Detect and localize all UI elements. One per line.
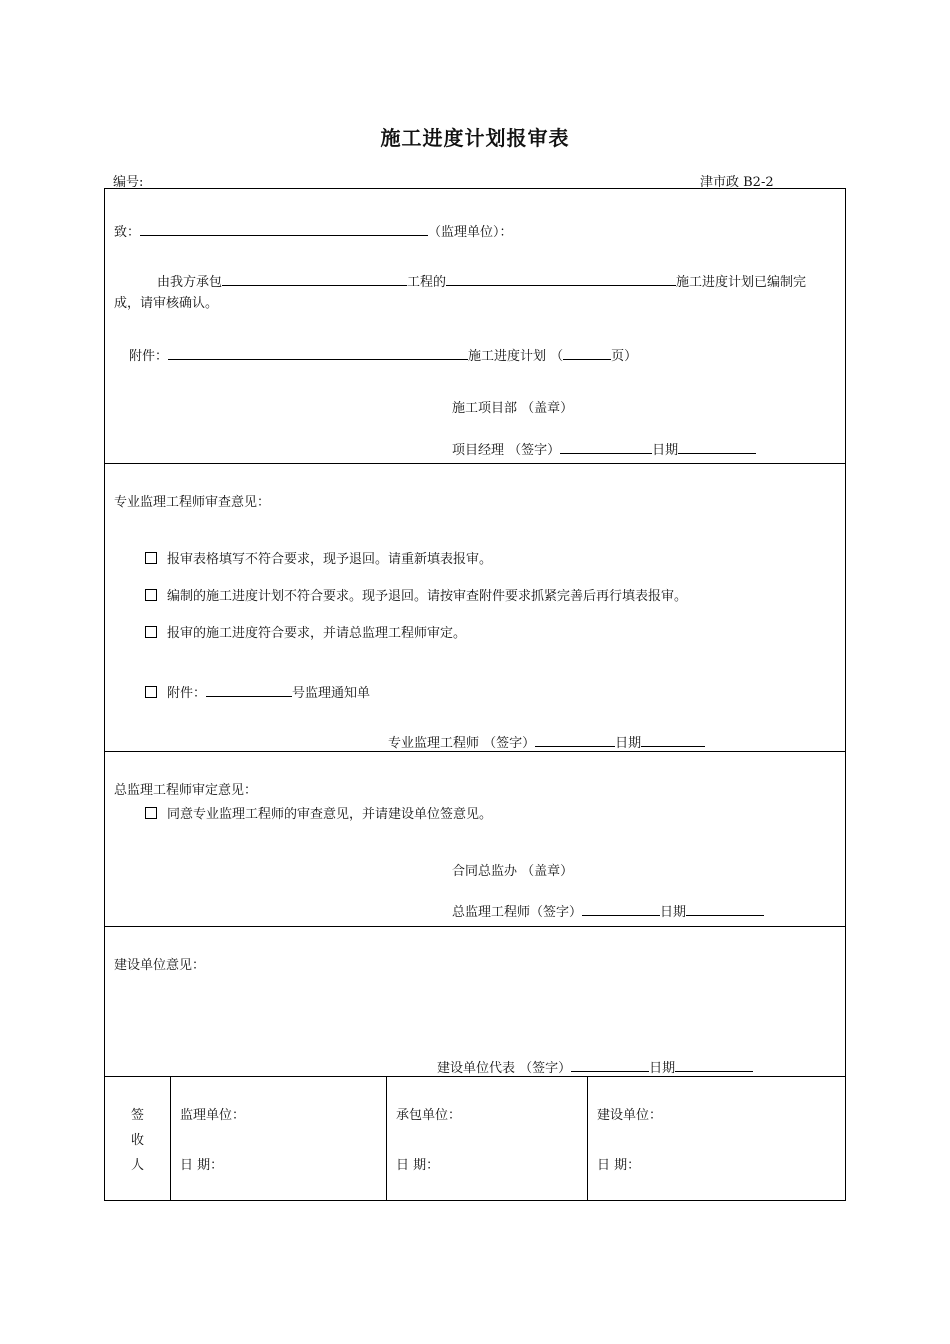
engineer-review-section: [105, 463, 845, 752]
review-option-3: [145, 626, 466, 642]
attachment-prefix: 附件：: [167, 686, 207, 701]
date-label: 日期: [649, 1061, 676, 1076]
engineer-date-field[interactable]: [641, 732, 705, 747]
review-option-1: [145, 552, 492, 568]
construction-dept-seal: 施工项目部 （盖章）: [452, 401, 574, 416]
supervisor-date-label: 日 期：: [180, 1158, 224, 1173]
review-option-text: 编制的施工进度计划不符合要求。现予退回。请按审查附件要求抓紧完善后再行填表报审。: [167, 589, 688, 604]
chief-signature-field[interactable]: [582, 901, 660, 916]
date-label: 日期: [652, 443, 679, 458]
owner-signature-field[interactable]: [571, 1057, 649, 1072]
attachment-mid: 施工进度计划 （: [468, 349, 564, 364]
owner-label: 建设单位代表 （签字）: [437, 1061, 572, 1076]
chief-date-field[interactable]: [686, 901, 764, 916]
engineer-sign-line: [388, 732, 705, 752]
form-table: [104, 188, 846, 1201]
supervision-unit-field[interactable]: [140, 221, 428, 236]
serial-number-label: 编号:: [113, 175, 144, 190]
receiver-label-2: 收: [131, 1133, 145, 1148]
manager-sign-line: [452, 439, 756, 459]
form-code: 津市政 B2-2: [700, 175, 774, 190]
addressee-prefix: 致：: [114, 225, 141, 240]
chief-label: 总监理工程师（签字）: [452, 905, 583, 920]
divider: [386, 1076, 387, 1200]
page-count-field[interactable]: [563, 345, 611, 360]
divider: [170, 1076, 171, 1200]
owner-date-label: 日 期：: [597, 1158, 641, 1173]
statement-text-b: 工程的: [407, 275, 447, 290]
review-option-2: [145, 589, 687, 605]
owner-unit-label: 建设单位：: [597, 1108, 663, 1123]
project-field[interactable]: [446, 271, 676, 286]
chief-review-heading: 总监理工程师审定意见：: [114, 783, 258, 798]
addressee-suffix: （监理单位）：: [428, 225, 513, 240]
review-attachment-option: [145, 682, 370, 702]
statement-text-c: 施工进度计划已编制完: [676, 275, 807, 290]
contract-office-seal: 合同总监办 （盖章）: [452, 864, 574, 879]
owner-opinion-section: [105, 926, 845, 1077]
manager-label: 项目经理 （签字）: [452, 443, 561, 458]
chief-option: [145, 807, 492, 823]
contractor-unit-label: 承包单位：: [396, 1108, 462, 1123]
attachment-suffix: 页）: [611, 349, 638, 364]
contract-field[interactable]: [222, 271, 407, 286]
contractor-date-label: 日 期：: [396, 1158, 440, 1173]
engineer-review-heading: 专业监理工程师审查意见：: [114, 495, 271, 510]
notice-number-field[interactable]: [206, 682, 292, 697]
attachment-field[interactable]: [168, 345, 468, 360]
statement-line: [157, 271, 806, 291]
chief-review-section: [105, 751, 845, 927]
chief-sign-line: [452, 901, 764, 921]
sign-off-row: [105, 1076, 845, 1200]
date-label: 日期: [615, 736, 642, 751]
receiver-label-1: 签: [131, 1108, 145, 1123]
supervisor-unit-label: 监理单位：: [180, 1108, 246, 1123]
date-label: 日期: [660, 905, 687, 920]
engineer-label: 专业监理工程师 （签字）: [388, 736, 536, 751]
statement-text-a: 由我方承包: [157, 275, 223, 290]
form-title: 施工进度计划报审表: [380, 126, 570, 150]
checkbox[interactable]: [145, 807, 157, 819]
review-option-text: 报审表格填写不符合要求，现予退回。请重新填表报审。: [167, 552, 493, 567]
checkbox[interactable]: [145, 686, 157, 698]
chief-option-text: 同意专业监理工程师的审查意见，并请建设单位签意见。: [167, 807, 493, 822]
attachment-suffix: 号监理通知单: [292, 686, 371, 701]
owner-date-field[interactable]: [675, 1057, 753, 1072]
receiver-label-3: 人: [131, 1158, 145, 1173]
checkbox[interactable]: [145, 626, 157, 638]
checkbox[interactable]: [145, 552, 157, 564]
review-option-text: 报审的施工进度符合要求，并请总监理工程师审定。: [167, 626, 467, 641]
manager-signature-field[interactable]: [560, 439, 652, 454]
statement-continued: 成，请审核确认。: [114, 296, 219, 311]
attachment-prefix: 附件：: [129, 349, 169, 364]
addressee-line: [114, 221, 513, 241]
owner-opinion-heading: 建设单位意见：: [114, 958, 206, 973]
checkbox[interactable]: [145, 589, 157, 601]
owner-sign-line: [437, 1057, 753, 1077]
submission-section: [105, 189, 845, 464]
engineer-signature-field[interactable]: [535, 732, 615, 747]
attachment-line: [129, 345, 637, 365]
divider: [587, 1076, 588, 1200]
manager-date-field[interactable]: [678, 439, 756, 454]
